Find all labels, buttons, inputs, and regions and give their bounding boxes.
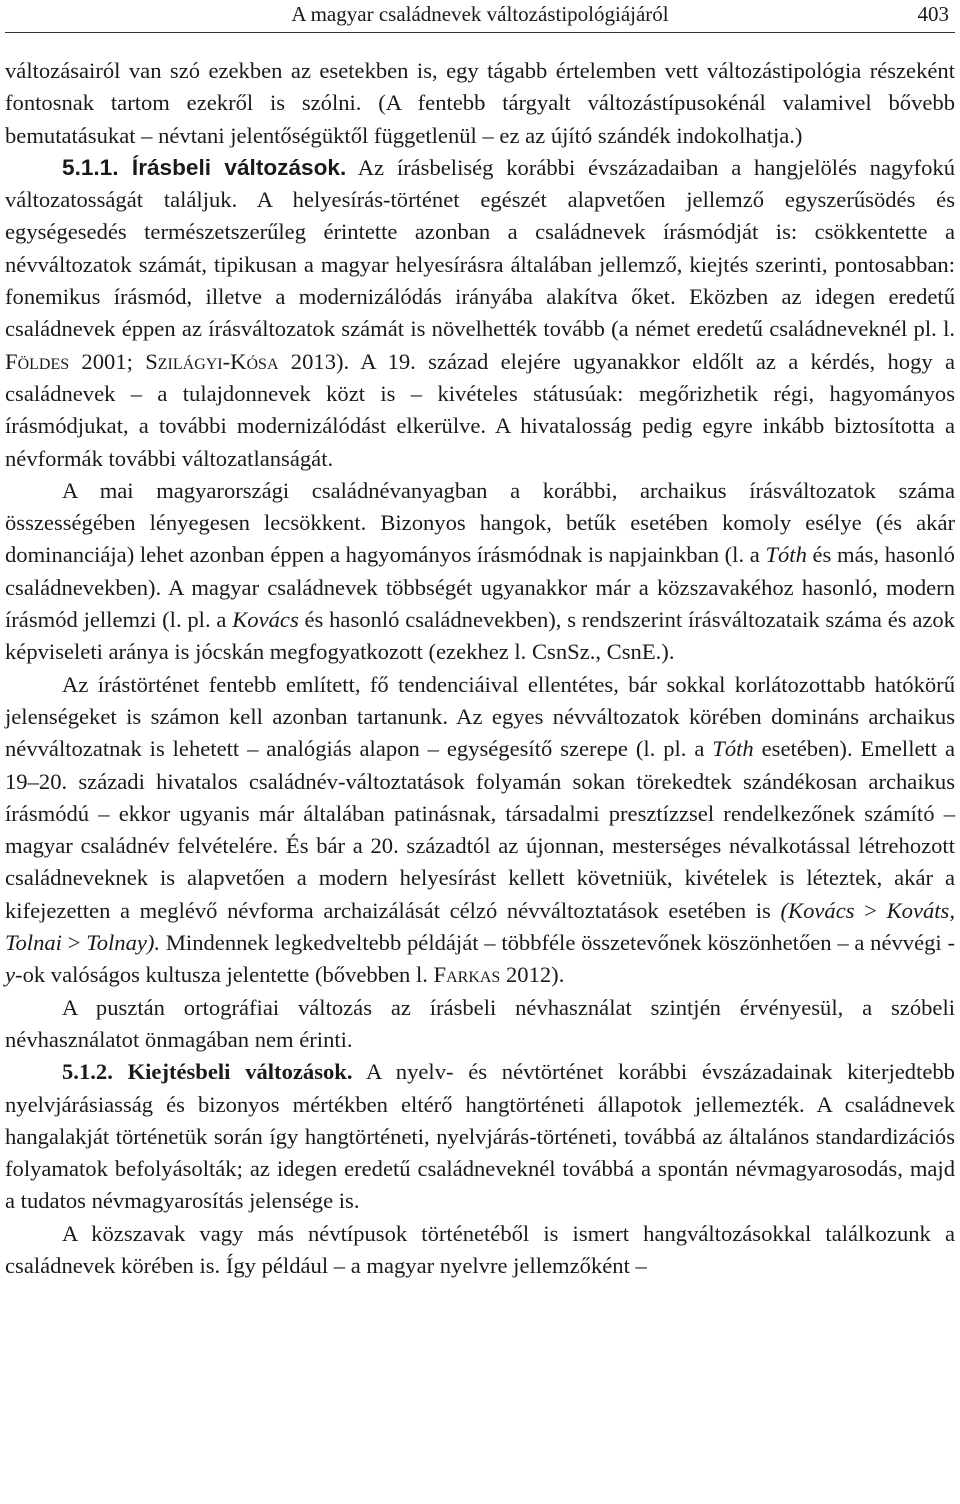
text-run: Az írástörténet fentebb említett, fő tendenciáival ellentétes, bár sokkal korlátozottabb hatókörű jelenségeket is számon kell azonban tartanunk. Az egyes névváltozatok körében domináns archaikus névváltozatnak is lehetett – analógiás alapon – egységesítő szerepe (l. pl. a: [5, 671, 955, 762]
section-5-1-1-paragraph: [5, 152, 955, 475]
italic-name: (Kovács: [780, 897, 855, 923]
section-5-1-2-paragraph: [5, 1056, 955, 1217]
italic-suffix: -y-: [5, 930, 956, 988]
italic-name: Tóth: [712, 736, 754, 762]
page-number: 403: [917, 2, 949, 26]
text-run: esetében). Emellett a 19–20. századi hivatalos családnév-változtatások folyamán sokan törekedtek szándékosan archaikus írásmódú – ekkor ugyanis már általában patinásnak, társadalmi presztízzsel rendelkezőnek számító – magyar családnév felvételére. És bár a 20. századtól az újonnan, mesterséges névalkotással létrehozott családneveknek is alapvetően a modern helyesírást kellett követniük, kivételek is léteztek, akár a kifejezetten a meglévő névforma archaizálását célzó névváltoztatások esetében is: [5, 736, 956, 923]
citation-author: Kósa: [230, 348, 279, 374]
header-rule: [5, 32, 955, 33]
paragraph-text: A közszavak vagy más névtípusok történetéből is ismert hangváltozásokkal találkozunk a családnevek körében is. Így például – a magyar nyelvre jellemzőként –: [5, 1220, 955, 1278]
text-run: Mindennek legkedveltebb példáját – többféle összetevőnek köszönhetően – a névvégi: [160, 930, 948, 956]
paragraph-text: változásairól van szó ezekben az esetekben is, egy tágabb értelemben vett változástipológia részeként fontosnak tartom ezekről is szólni. (A fentebb tárgyalt változástípusokénál valamivel bővebb bemutatásukat – névtani jelentőségüktől függetlenül – ez az újító szándék indokolhatja.): [5, 58, 955, 148]
section-heading-5-1-1: 5.1.1. Írásbeli változások.: [62, 154, 347, 180]
text-run: és más, hasonló családnevekben). A magyar családnevek többségét ugyanakkor már a közszavakéhoz hasonló, modern írásmód jellemzi (l. pl. a: [5, 542, 955, 633]
text-run: Az írásbeliség korábbi évszázadaiban a hangjelölés nagyfokú változatosságát találjuk. A helyesírás-történet egészét alapvetően jellemző egyszerűsödés és egységesedés természetszerűleg érintette azonban a családnevek írásmódját is: csökkentette a névváltozatok számát, tipikusan a magyar helyesírásra általában jellemző, kiejtés szerinti, pontosabban: fonemikus írásmód, illetve a modernizálódás irányába alakítva őket. Eközben az idegen eredetű családnevek éppen az írásváltozatok számát is növelhették tovább (a német eredetű családneveknél pl. l.: [5, 154, 955, 342]
citation-author: Szilágyi: [145, 348, 223, 374]
section-heading-5-1-2: 5.1.2. Kiejtésbeli változások.: [62, 1059, 353, 1085]
text-run: 2013). A 19. század elejére ugyanakkor eldőlt az a kérdés, hogy a családnevek – a tulajdonnevek közt is – kivételes státusúak: megőrizhetik régi, hagyományos írásmódjukat, a további modernizálódást elkerülve. A hivatalosság pedig egyre inkább biztosította a névformák további változatlanságát.: [5, 348, 955, 471]
paragraph-text: A pusztán ortográfiai változás az írásbeli névhasználat szintjén érvényesül, a szóbeli névhasználatot önmagában nem érinti.: [5, 994, 955, 1052]
paragraph: [5, 1218, 955, 1283]
text-run: A mai magyarországi családnévanyagban a korábbi, archaikus írásváltozatok száma összességében lényegesen lecsökkent. Bizonyos hangok, betűk esetében komoly esélye (és akár dominanciája) lehet azonban éppen a hagyományos írásmódnak is napjainkban (l. a: [5, 477, 955, 568]
text-run: -: [222, 348, 231, 374]
text-run: 2012).: [500, 962, 565, 988]
italic-name: Tóth: [765, 542, 807, 568]
text-run: ok valóságos kultusza jelentette (bővebben l.: [22, 962, 434, 988]
citation-author: Farkas: [433, 962, 501, 988]
text-run: >: [61, 930, 87, 956]
text-run: >: [854, 897, 887, 923]
italic-name: Tolnay).: [86, 930, 161, 956]
citation-author: Földes: [5, 348, 70, 374]
italic-name: Kovács: [232, 607, 299, 633]
paragraph: [5, 992, 955, 1057]
paragraph: [5, 475, 955, 669]
paragraph-continuation: [5, 55, 955, 152]
body-text: [5, 55, 955, 1282]
text-run: és hasonló családnevekben), s rendszerint írásváltozataik száma és azok képviseleti aránya is jócskán megfogyatkozott (ezekhez l. CsnSz., CsnE.).: [5, 607, 955, 665]
running-header: [5, 0, 955, 28]
text-run: A nyelv- és névtörténet korábbi évszázadainak kiterjedtebb nyelvjárásiasság és bizonyos mértékben eltérő hangtörténeti állapotok jellemezték. A családnevek hangalakját történetük során így hangtörténeti, nyelvjárás-történeti, továbbá az általános standardizációs folyamatok befolyásolták; az idegen eredetű családneveknél továbbá a spontán névmagyarosodás, majd a tudatos névmagyarosítás jelensége is.: [5, 1059, 955, 1214]
running-title: A magyar családnevek változástipológiájáról: [291, 2, 669, 26]
italic-name: Kováts, Tolnai: [5, 897, 955, 956]
paragraph: [5, 669, 955, 992]
text-run: 2001;: [69, 348, 146, 374]
